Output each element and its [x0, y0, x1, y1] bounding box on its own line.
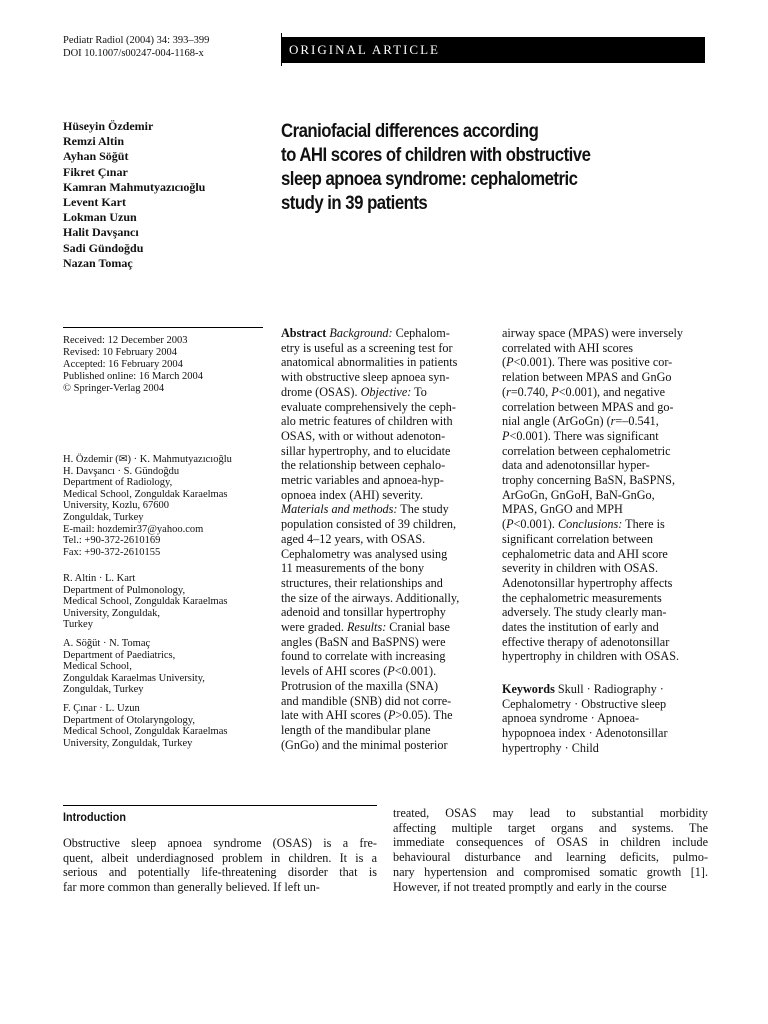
- affiliation-line: Turkey: [63, 619, 93, 631]
- affiliation-line: F. Çınar · L. Uzun: [63, 703, 140, 714]
- abstract-column-1: [281, 326, 489, 752]
- abstract-line: Materials and methods: The study: [281, 502, 449, 517]
- author-name: Halit Davşancı: [63, 225, 139, 240]
- affiliation-line: Department of Paediatrics,: [63, 649, 176, 661]
- affiliation-line: H. Davşancı · S. Gündoğdu: [63, 465, 180, 477]
- affiliation-line: University, Kozlu, 67600: [63, 500, 170, 512]
- title-line: to AHI scores of children with obstructive: [281, 144, 591, 166]
- dates-divider: [63, 327, 263, 328]
- abstract-line: length of the mandibular plane: [281, 722, 431, 737]
- introduction-line: far more common than generally believed. If left un-: [63, 880, 320, 895]
- keywords-line: hypopnoea index · Adenotonsillar: [502, 726, 668, 741]
- abstract-line: trophy concerning BaSN, BaSPNS,: [502, 473, 675, 488]
- author-name: Remzi Altin: [63, 134, 124, 149]
- abstract-line: effective therapy of adenotonsillar: [502, 634, 670, 649]
- introduction-line: affecting multiple target organs and systems. The: [393, 820, 708, 835]
- abstract-line: airway space (MPAS) were inversely: [502, 326, 683, 340]
- introduction-line: quent, albeit underdiagnosed problem in children. It is a: [63, 850, 377, 865]
- abstract-line: data and adenotonsillar hyper-: [502, 458, 650, 473]
- publication-dates: [63, 335, 203, 395]
- abstract-line: adversely. The study clearly man-: [502, 605, 667, 620]
- affiliation-line: Medical School, Zonguldak Karaelmas: [63, 488, 228, 500]
- abstract-line: hypertrophy in children with OSAS.: [502, 649, 680, 664]
- journal-doi: DOI 10.1007/s00247-004-1168-x: [63, 48, 204, 59]
- abstract-line: correlated with AHI scores: [502, 340, 633, 355]
- abstract-line: evaluate comprehensively the ceph-: [281, 399, 456, 414]
- affiliation-line: Tel.: +90-372-2610169: [63, 535, 161, 547]
- introduction-line: serious and potentially life-threatening disorder that is: [63, 865, 377, 880]
- abstract-line: relation between MPAS and GnGo: [502, 370, 672, 385]
- date-line: Published online: 16 March 2004: [63, 371, 203, 382]
- abstract-line: opnoea index (AHI) severity.: [281, 487, 424, 502]
- abstract-line: (GnGo) and the minimal posterior: [281, 737, 448, 752]
- introduction-column-1: [63, 836, 377, 895]
- abstract-line: Protrusion of the maxilla (SNA): [281, 678, 439, 693]
- abstract-line: were graded. Results: Cranial base: [281, 620, 450, 635]
- abstract-line: adenoid and tonsillar hypertrophy: [281, 605, 446, 620]
- keywords: [502, 682, 710, 756]
- abstract-line: late with AHI scores (P>0.05). The: [281, 708, 453, 723]
- author-list: [63, 119, 205, 271]
- introduction-line: However, if not treated promptly and early in the course: [393, 879, 667, 894]
- introduction-column-2: [393, 806, 708, 894]
- affiliation-line: Zonguldak, Turkey: [63, 684, 144, 696]
- article-title: [281, 119, 651, 215]
- abstract-line: correlation between cephalometric: [502, 443, 671, 458]
- date-line: © Springer-Verlag 2004: [63, 383, 165, 394]
- author-name: Kamran Mahmutyazıcıoğlu: [63, 179, 206, 194]
- affiliation-block: [63, 454, 232, 558]
- abstract-line: Abstract Background: Cephalom-: [281, 326, 450, 340]
- abstract-line: dates the institution of early and: [502, 620, 659, 635]
- abstract-line: metric variables and apnoea-hyp-: [281, 473, 444, 488]
- date-line: Accepted: 16 February 2004: [63, 359, 183, 370]
- affiliation-block: [63, 703, 227, 749]
- introduction-heading: Introduction: [63, 810, 126, 824]
- abstract-line: aged 4–12 years, with OSAS.: [281, 531, 426, 546]
- abstract-line: alo metric features of children with: [281, 414, 453, 429]
- introduction-line: treated, OSAS may lead to substantial morbidity: [393, 806, 708, 820]
- affiliation-block: [63, 638, 205, 696]
- introduction-line: Obstructive sleep apnoea syndrome (OSAS) is a fre-: [63, 836, 377, 850]
- title-line: Craniofacial differences according: [281, 120, 539, 142]
- keywords-first-line: [502, 682, 710, 697]
- author-name: Lokman Uzun: [63, 210, 137, 225]
- article-type-banner: ORIGINAL ARTICLE: [281, 37, 705, 63]
- abstract-line: etry is useful as a screening test for: [281, 340, 453, 355]
- affiliation-line: Fax: +90-372-2610155: [63, 546, 161, 558]
- abstract-line: MPAS, GnGO and MPH: [502, 502, 623, 517]
- author-name: Hüseyin Özdemir: [63, 119, 154, 133]
- affiliation-line: Medical School,: [63, 661, 132, 673]
- introduction-line: immediate consequences of OSAS in children include: [393, 835, 708, 850]
- abstract-line: and mandible (SNB) did not corre-: [281, 693, 452, 708]
- keywords-label: Keywords: [502, 682, 555, 696]
- date-line: Received: 12 December 2003: [63, 335, 188, 346]
- abstract-line: (r=0.740, P<0.001), and negative: [502, 384, 666, 399]
- affiliation-line: A. Söğüt · N. Tomaç: [63, 638, 151, 649]
- abstract-line: correlation between MPAS and go-: [502, 399, 674, 414]
- journal-citation: Pediatr Radiol (2004) 34: 393–399: [63, 35, 210, 46]
- abstract-line: the cephalometric measurements: [502, 590, 662, 605]
- abstract-line: structures, their relationships and: [281, 575, 443, 590]
- affiliation-line: Medical School, Zonguldak Karaelmas: [63, 596, 228, 608]
- abstract-line: severity in children with OSAS.: [502, 561, 659, 576]
- affiliation-line: Medical School, Zonguldak Karaelmas: [63, 726, 228, 738]
- abstract-line: OSAS, with or without adenoton-: [281, 428, 446, 443]
- affiliation-line: Department of Radiology,: [63, 477, 173, 489]
- affiliation-line: Department of Otolaryngology,: [63, 714, 195, 726]
- introduction-line: nary hypertension and compromised somatic growth [1].: [393, 864, 708, 879]
- affiliation-line: Department of Pulmonology,: [63, 584, 186, 596]
- author-name: Fikret Çınar: [63, 164, 128, 179]
- affiliation-line: Zonguldak Karaelmas University,: [63, 672, 205, 684]
- abstract-line: levels of AHI scores (P<0.001).: [281, 664, 437, 679]
- author-name: Nazan Tomaç: [63, 255, 133, 270]
- affiliation-block: [63, 573, 227, 631]
- abstract-column-2: [502, 326, 710, 664]
- abstract-line: drome (OSAS). Objective: To: [281, 384, 427, 399]
- abstract-line: Cephalometry was analysed using: [281, 546, 448, 561]
- abstract-line: (P<0.001). There was positive cor-: [502, 355, 673, 370]
- abstract-line: (P<0.001). Conclusions: There is: [502, 517, 665, 532]
- abstract-line: population consisted of 39 children,: [281, 517, 456, 532]
- keywords-line: hypertrophy · Child: [502, 740, 599, 755]
- keywords-line: apnoea syndrome · Apnoea-: [502, 711, 640, 726]
- affiliation-line: R. Altin · L. Kart: [63, 573, 136, 584]
- introduction-line: behavioural disturbance and learning deficits, pulmo-: [393, 850, 708, 865]
- abstract-line: with obstructive sleep apnoea syn-: [281, 370, 450, 385]
- abstract-line: Adenotonsillar hypertrophy affects: [502, 575, 673, 590]
- introduction-divider: [63, 805, 377, 806]
- abstract-line: angles (BaSN and BaSPNS) were: [281, 634, 446, 649]
- affiliation-line: Zonguldak, Turkey: [63, 511, 144, 523]
- abstract-line: significant correlation between: [502, 531, 653, 546]
- affiliation-line: H. Özdemir (✉) · K. Mahmutyazıcıoğlu: [63, 454, 232, 465]
- abstract-line: sillar hypertrophy, and to elucidate: [281, 443, 451, 458]
- abstract-line: P<0.001). There was significant: [502, 428, 659, 443]
- abstract-line: 11 measurements of the bony: [281, 561, 425, 576]
- keywords-line: Cephalometry · Obstructive sleep: [502, 696, 667, 711]
- journal-header: [63, 34, 209, 60]
- title-line: sleep apnoea syndrome: cephalometric: [281, 168, 578, 190]
- abstract-line: found to correlate with increasing: [281, 649, 446, 664]
- keywords-line: Skull · Radiography ·: [557, 682, 664, 696]
- abstract-line: ArGoGn, GnGoH, BaN-GnGo,: [502, 487, 655, 502]
- affiliation-line: University, Zonguldak,: [63, 607, 161, 619]
- affiliation-line: E-mail: hozdemir37@yahoo.com: [63, 523, 204, 535]
- title-line: study in 39 patients: [281, 192, 428, 214]
- abstract-line: anatomical abnormalities in patients: [281, 355, 458, 370]
- author-name: Ayhan Söğüt: [63, 149, 129, 164]
- author-name: Levent Kart: [63, 195, 126, 210]
- abstract-line: nial angle (ArGoGn) (r=–0.541,: [502, 414, 659, 429]
- date-line: Revised: 10 February 2004: [63, 347, 178, 358]
- abstract-line: the size of the airways. Additionally,: [281, 590, 460, 605]
- author-name: Sadi Gündoğdu: [63, 240, 144, 255]
- affiliation-line: University, Zonguldak, Turkey: [63, 737, 193, 749]
- abstract-line: cephalometric data and AHI score: [502, 546, 668, 561]
- abstract-line: the relationship between cephalo-: [281, 458, 446, 473]
